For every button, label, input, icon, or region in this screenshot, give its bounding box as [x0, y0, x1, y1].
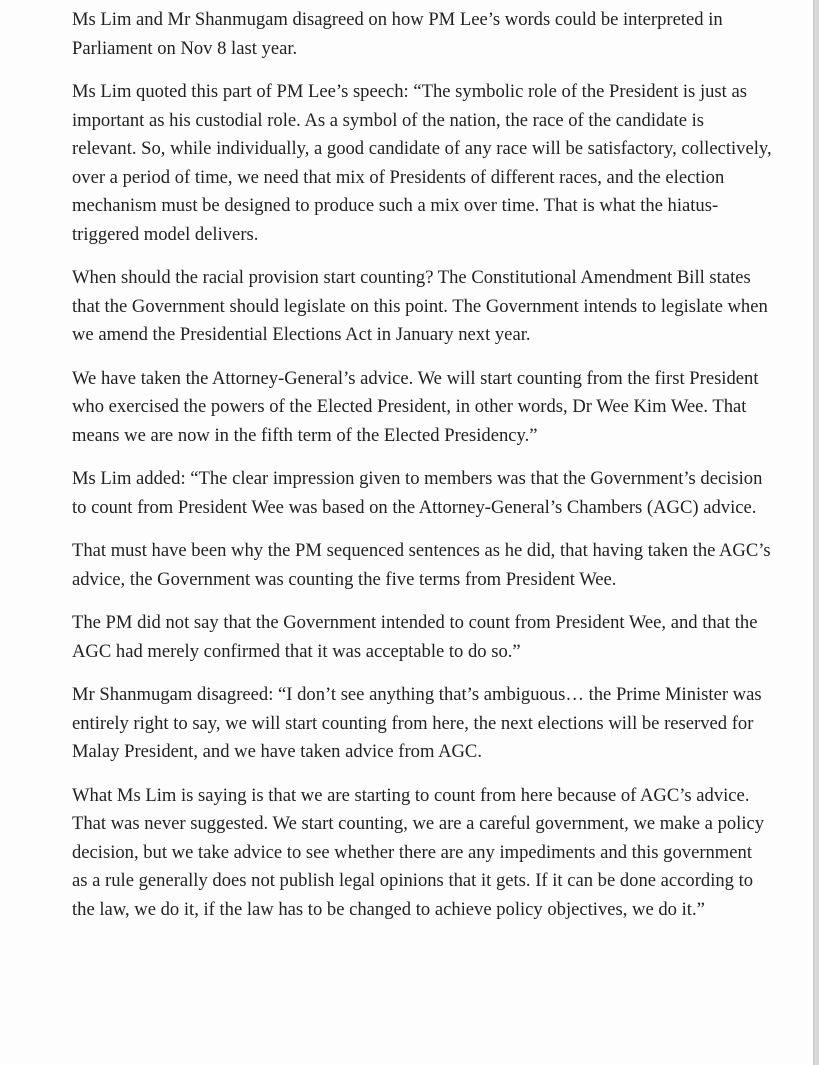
paragraph-8: Mr Shanmugam disagreed: “I don’t see anything that’s ambiguous… the Prime Minister was entirely right to say, we will start counting from here, the next elections will be reserved for Malay President, and we have taken advice from AGC.: [72, 684, 762, 762]
paragraph-4: We have taken the Attorney-General’s advice. We will start counting from the first President who exercised the powers of the Elected President, in other words, Dr Wee Kim Wee. That means we are now in the fifth term of the Elected Presidency.”: [72, 367, 759, 446]
paragraph-3: When should the racial provision start counting? The Constitutional Amendment Bill states that the Government should legislate on this point. The Government intends to legislate when we amend the Presidential Elections Act in January next year.: [72, 267, 768, 345]
paragraph-5: Ms Lim added: “The clear impression given to members was that the Government’s decision to count from President Wee was based on the Attorney-General’s Chambers (AGC) advice.: [72, 468, 763, 518]
article-body: [72, 6, 772, 939]
paragraph-7: The PM did not say that the Government intended to count from President Wee, and that the AGC had merely confirmed that it was acceptable to do so.”: [72, 612, 758, 662]
paragraph-1: Ms Lim and Mr Shanmugam disagreed on how PM Lee’s words could be interpreted in Parliament on Nov 8 last year.: [72, 9, 723, 59]
paragraph-9: What Ms Lim is saying is that we are starting to count from here because of AGC’s advice. That was never suggested. We start counting, we are a careful government, we make a policy decision, but we take advice to see whether there are any impediments and this government as a rule generally does not publish legal opinions that it gets. If it can be done according to the law, we do it, if the law has to be changed to achieve policy objectives, we do it.”: [72, 784, 765, 920]
paragraph-2: Ms Lim quoted this part of PM Lee’s speech: “The symbolic role of the President is just as important as his custodial role. As a symbol of the nation, the race of the candidate is relevant. So, while individually, a good candidate of any race will be satisfactory, collectively, over a period of time, we need that mix of Presidents of different races, and the election mechanism must be designed to produce such a mix over time. That is what the hiatus-triggered model delivers.: [72, 81, 772, 245]
window-edge: [814, 0, 819, 1065]
paragraph-6: That must have been why the PM sequenced sentences as he did, that having taken the AGC’s advice, the Government was counting the five terms from President Wee.: [72, 540, 771, 590]
